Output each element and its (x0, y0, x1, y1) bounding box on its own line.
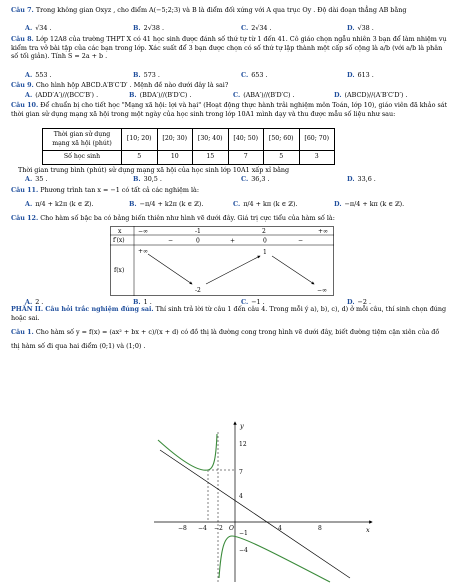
x-tick-label: −4 (198, 525, 207, 532)
table-cell: [20; 30) (157, 129, 193, 151)
option-b[interactable]: B. 30,5 . (133, 175, 162, 183)
question-text: Lớp 12A8 của trường THPT X có 41 học sinh được đánh số thứ tự từ 1 đến 41. Cô giáo chọn ngẫu nhiên 3 bạn để làm nhiệm vụ kiểm tra vở bài tập của các bạn trong lớp. Xác suất để 3 bạn được chọn có số thứ tự lập thành một cấp số cộng là a/b (với a/b là phân số tối giản). Tính S = 2a + b . (11, 35, 447, 61)
option-b[interactable]: B. 2√38 . (133, 24, 164, 32)
increasing-arrow (206, 256, 260, 284)
question-number: Câu 1. (11, 328, 34, 336)
question-number: Câu 12. (11, 214, 39, 222)
sign: 0 (263, 237, 267, 245)
question-text: Cho hàm số y = f(x) = (ax² + bx + c)/(x + d) có đồ thị là đường cong trong hình vẽ dưới đây, biết đường tiệm cận xiên của đồ thị hàm số đi qua hai điểm (0;1) và (1;0) . (11, 328, 440, 350)
y-tick-label: −4 (239, 547, 248, 554)
option-a[interactable]: A. 35 . (25, 175, 48, 183)
question-12 (11, 214, 449, 223)
x-value: 2 (262, 228, 266, 235)
option-a[interactable]: A. (ADD′A′)//(BCC′B′) . (25, 91, 99, 99)
option-c[interactable]: C. π/4 + kπ (k ∈ ℤ). (233, 200, 298, 208)
question-text: Cho hình hộp ABCD.A′B′C′D′ . Mệnh đề nào dưới đây là sai? (35, 81, 229, 89)
table-cell: [50; 60) (264, 129, 300, 151)
origin-label: O (229, 525, 234, 532)
question-number: Câu 10. (11, 101, 39, 109)
curve-right-branch (219, 536, 330, 582)
x-value: −∞ (138, 228, 149, 235)
question-number: Câu 9. (11, 81, 34, 89)
table-cell: 10 (157, 151, 193, 165)
option-d[interactable]: D. −π/4 + kπ (k ∈ ℤ). (334, 200, 405, 208)
y-tick-label: −1 (239, 530, 248, 537)
x-tick-label: −8 (178, 525, 187, 532)
options-q8 (11, 71, 449, 80)
question-9 (11, 81, 449, 90)
table-cell: [30; 40) (193, 129, 229, 151)
option-b[interactable]: B. −π/4 + k2π (k ∈ ℤ). (129, 200, 204, 208)
x-tick-label: 4 (278, 525, 282, 532)
table-cell: 5 (122, 151, 158, 165)
option-d[interactable]: D. −2 . (347, 298, 372, 306)
table-cell: 7 (228, 151, 264, 165)
sign: − (298, 237, 304, 245)
variation-table (110, 226, 334, 296)
option-c[interactable]: C. −1 . (241, 298, 265, 306)
options-q9 (11, 91, 449, 100)
question-text: Để chuẩn bị cho tiết học "Mạng xã hội: lợi và hại" (Hoạt động thực hành trải nghiệm môn Toán, lớp 10), giáo viên đã khảo sát thời gian sử dụng mạng xã hội trong một ngày của học sinh trong lớp 10A1 mình dạy và thu được mẫu số liệu như sau: (11, 101, 448, 118)
options-q7 (11, 24, 449, 33)
x-tick-label: −2 (214, 525, 223, 532)
part-instructions: Thí sinh trả lời từ câu 1 đến câu 4. Trong mỗi ý a), b), c), d) ở mỗi câu, thí sinh chọn đúng hoặc sai. (11, 305, 447, 322)
table-cell: 15 (193, 151, 229, 165)
function-graph (150, 418, 380, 584)
option-c[interactable]: C. (ABA′)//(B′D′C) . (233, 91, 295, 99)
question-text: Phương trình tan x = −1 có tất cả các nghiệm là: (40, 186, 200, 194)
f-value: 1 (263, 249, 267, 256)
f-value: +∞ (138, 248, 149, 255)
f-label: f(x) (114, 267, 125, 274)
question-text: Trong không gian Oxyz , cho điểm A(−5;2;3) và B là điểm đối xứng với A qua trục Oy . Độ dài đoạn thẳng AB bằng (35, 6, 407, 14)
question-7 (11, 6, 449, 15)
x-value: +∞ (318, 228, 329, 235)
options-q10 (11, 175, 449, 184)
question-8 (11, 35, 449, 61)
fp-label: f′(x) (113, 237, 125, 244)
table-cell: 5 (264, 151, 300, 165)
option-d[interactable]: D. √38 . (347, 24, 374, 32)
f-value: −∞ (317, 287, 328, 294)
option-b[interactable]: B. 1 . (133, 298, 152, 306)
option-d[interactable]: D. 613 . (347, 71, 374, 79)
table-cell: 3 (299, 151, 335, 165)
curve-left-branch (158, 434, 217, 470)
f-value: -2 (195, 287, 201, 294)
y-tick-label: 12 (239, 441, 247, 448)
option-a[interactable]: A. 2 . (25, 298, 44, 306)
options-q11 (11, 200, 449, 209)
y-tick-label: 4 (239, 493, 243, 500)
part-title: PHẦN II. Câu hỏi trắc nghiệm đúng sai. (11, 305, 154, 313)
question-11 (11, 186, 449, 195)
option-d[interactable]: D. (ABCD)//(A′B′C′D′) . (334, 91, 408, 99)
y-tick-label: 7 (239, 469, 243, 476)
decreasing-arrow (148, 254, 192, 284)
data-table (42, 128, 335, 165)
part2-question-1 (11, 325, 449, 353)
table-cell: [10; 20) (122, 129, 158, 151)
question-number: Câu 11. (11, 186, 39, 194)
question-10 (11, 101, 449, 118)
table-header: Số học sinh (43, 151, 122, 165)
x-label: x (118, 228, 122, 235)
option-a[interactable]: A. 553 . (25, 71, 52, 79)
question-text: Cho hàm số bậc ba có bảng biến thiên như hình vẽ dưới đây. Giá trị cực tiểu của hàm số là: (40, 214, 335, 222)
option-d[interactable]: D. 33,6 . (347, 175, 376, 183)
sign: + (230, 237, 236, 245)
part-2-header (11, 305, 449, 322)
y-axis-label: y (240, 422, 244, 430)
option-c[interactable]: C. 2√34 . (241, 24, 272, 32)
option-a[interactable]: A. π/4 + k2π (k ∈ ℤ). (25, 200, 94, 208)
table-header: Thời gian sử dụng mạng xã hội (phút) (43, 129, 122, 151)
table-cell: [60; 70) (299, 129, 335, 151)
option-a[interactable]: A. √34 . (25, 24, 52, 32)
x-tick-label: 8 (318, 525, 322, 532)
x-axis-label: x (366, 526, 370, 534)
option-c[interactable]: C. 653 . (241, 71, 268, 79)
sign: − (168, 237, 174, 245)
oblique-asymptote (160, 450, 350, 578)
option-c[interactable]: C. 36,3 . (241, 175, 270, 183)
decreasing-arrow (272, 256, 314, 284)
sign: 0 (196, 237, 200, 245)
x-value: -1 (195, 228, 201, 235)
question-10-after: Thời gian trung bình (phút) sử dụng mạng xã hội của học sinh lớp 10A1 xấp xỉ bằng (18, 166, 290, 174)
option-b[interactable]: B. (BDA′)//(B′D′C) . (129, 91, 192, 99)
question-number: Câu 8. (11, 35, 34, 43)
option-b[interactable]: B. 573 . (133, 71, 160, 79)
question-number: Câu 7. (11, 6, 34, 14)
table-cell: [40; 50) (228, 129, 264, 151)
